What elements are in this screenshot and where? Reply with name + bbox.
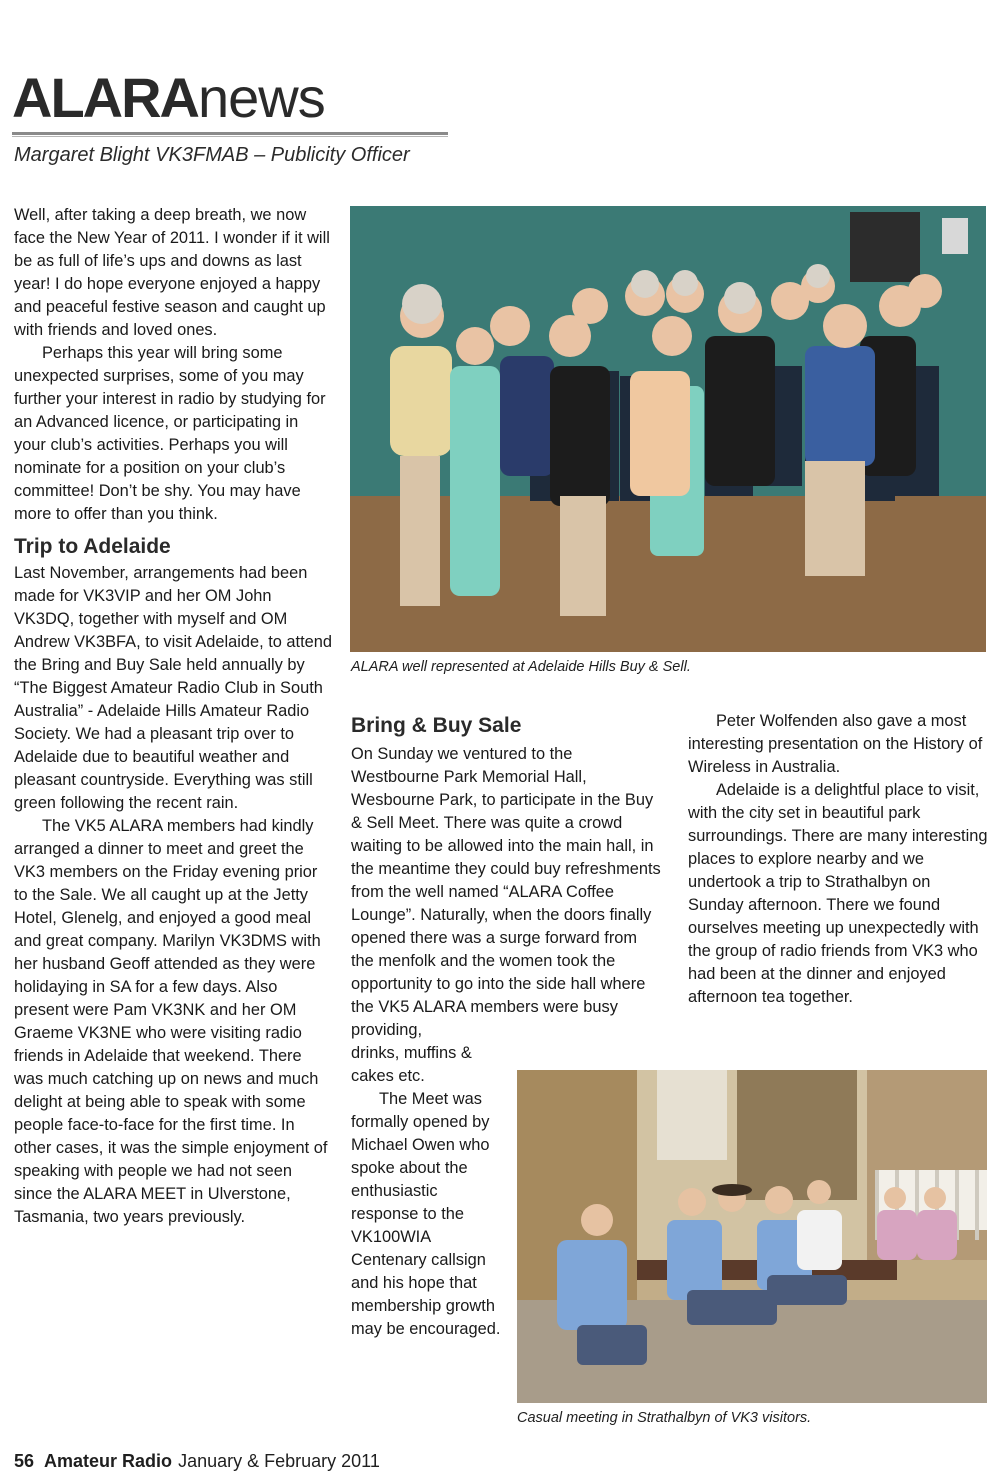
group-photo-illustration xyxy=(350,206,986,652)
page-number: 56 xyxy=(14,1451,35,1471)
sale-heading: Bring & Buy Sale xyxy=(351,714,522,737)
masthead-rule xyxy=(12,132,448,135)
sale-paragraph: On Sunday we ventured to the Westbourne Park Memorial Hall, Wesbourne Park, to participate in the Buy & Sell Meet. There was quite a crowd waiting to be allowed into the main hall, in the meantime they could buy refreshments from the well named “ALARA Coffee Lounge”. Naturally, when the doors finally opened there was a surge forward from the menfolk and the women took the opportunity to go into the side hall where the VK5 ALARA members were busy providing, xyxy=(351,745,661,1039)
sale-paragraph: The Meet was formally opened by Michael Owen who spoke about the enthusiastic response to the VK100WIA Centenary callsign and his hope that membership growth may be encouraged. xyxy=(351,1090,501,1338)
col3-paragraph: Peter Wolfenden also gave a most interesting presentation on the History of Wireless in Australia. xyxy=(688,712,983,776)
masthead-light: news xyxy=(197,66,325,129)
photo-caption: ALARA well represented at Adelaide Hills Buy & Sell. xyxy=(351,659,691,675)
trip-paragraph: Last November, arrangements had been made for VK3VIP and her OM John VK3DQ, together with myself and OM Andrew VK3BFA, to visit Adelaide, to attend the Bring and Buy Sale held annually by “The Biggest Amateur Radio Club in South Australia” - Adelaide Hills Amateur Radio Society. We had a pleasant trip over to Adelaide due to beautiful weather and pleasant countryside. Everything was still green following the recent rain. xyxy=(14,564,332,812)
sale-paragraph-tail: drinks, muffins & cakes etc. xyxy=(351,1044,472,1085)
photo-caption: Casual meeting in Strathalbyn of VK3 visitors. xyxy=(517,1410,812,1426)
intro-paragraph: Perhaps this year will bring some unexpected surprises, some of you may further your interest in radio by studying for an Advanced licence, or participating in your club’s activities. Perhaps you will nominate for a position on your club’s committee! Don’t be shy. You may have more to offer than you think. xyxy=(14,344,326,523)
masthead xyxy=(12,66,325,129)
masthead-bold: ALARA xyxy=(12,66,198,129)
trip-paragraph: The VK5 ALARA members had kindly arranged a dinner to meet and greet the VK3 members on the Friday evening prior to the Sale. We all caught up at the Jetty Hotel, Glenelg, and enjoyed a good meal and great company. Marilyn VK3DMS with her husband Geoff attended as they were holidaying in SA for a few days. Also present were Pam VK3NK and her OM Graeme VK3NE who were visiting radio friends in Adelaide that weekend. There was much catching up on news and much delight at being able to speak with some people face-to-face for the first time. In other cases, it was the simple enjoyment of speaking with people we had not seen since the ALARA MEET in Ulverstone, Tasmania, two years previously. xyxy=(14,817,328,1226)
col3-paragraph: Adelaide is a delightful place to visit, with the city set in beautiful park surroundings. There are many interesting places to explore nearby and we undertook a trip to Strathalbyn on Sunday afternoon. There we found ourselves meeting up unexpectedly with the group of radio friends from VK3 who had been at the dinner and enjoyed afternoon tea together. xyxy=(688,781,988,1006)
group-photo-adelaide xyxy=(350,206,986,652)
byline: Margaret Blight VK3FMAB – Publicity Officer xyxy=(14,144,410,166)
strathalbyn-photo-illustration xyxy=(517,1070,987,1403)
column-right xyxy=(688,710,988,1009)
column-left xyxy=(14,204,334,1229)
intro-paragraph: Well, after taking a deep breath, we now face the New Year of 2011. I wonder if it will be as full of life’s ups and downs as last year! I do hope everyone enjoyed a happy and peaceful festive season and caught up with friends and loved ones. xyxy=(14,206,330,339)
magazine-name: Amateur Radio xyxy=(44,1451,173,1471)
issue-date: January & February 2011 xyxy=(178,1451,380,1471)
strathalbyn-photo xyxy=(517,1070,987,1403)
trip-heading: Trip to Adelaide xyxy=(14,535,171,558)
page-footer xyxy=(14,1451,380,1472)
masthead-rule-thin xyxy=(12,136,448,137)
